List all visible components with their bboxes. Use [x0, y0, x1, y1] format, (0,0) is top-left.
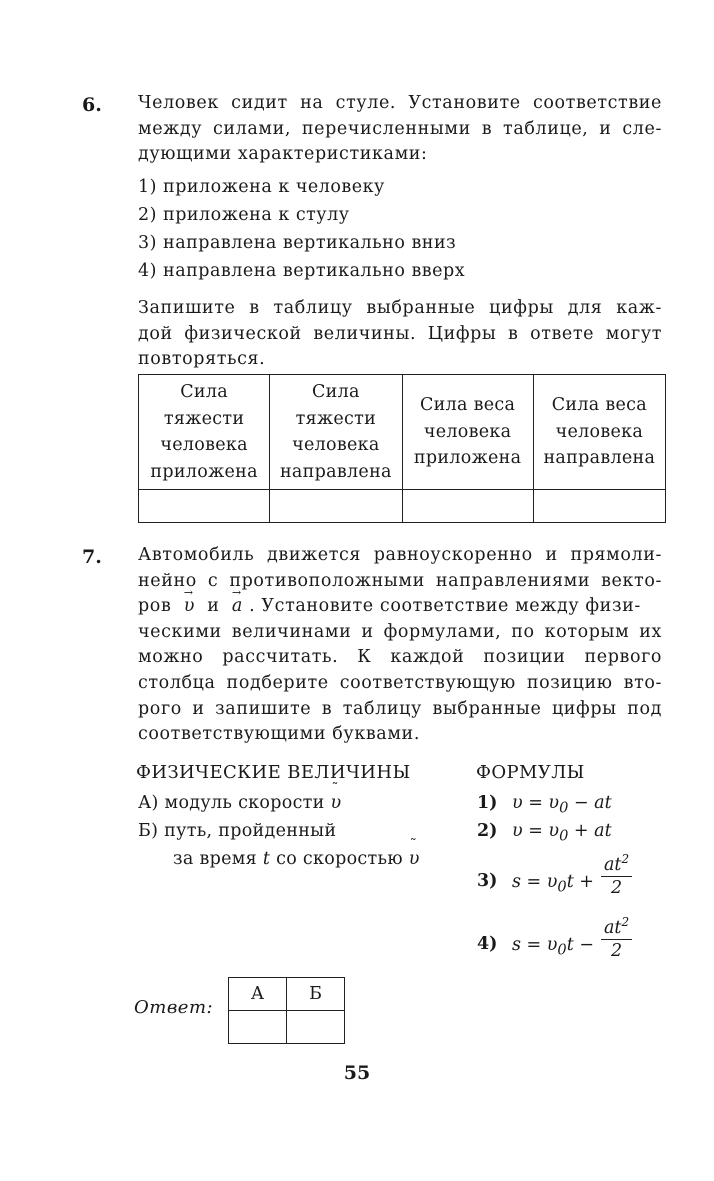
- q7-line: рого и запишите в таблицу выбранные цифры под: [138, 698, 662, 719]
- vector-a-symbol: → a: [232, 594, 243, 620]
- symbol-v: ˜ υ: [409, 849, 420, 869]
- answer-label: Ответ:: [134, 997, 214, 1018]
- item-a: [138, 793, 341, 813]
- question-6-number: 6.: [82, 94, 102, 116]
- q7-line-vectors: [138, 594, 662, 620]
- q6-table-header: Сила веса человека приложена: [402, 375, 533, 490]
- q6-option-4: 4) направлена вертикально вверх: [138, 261, 466, 281]
- formula-1-label: 1): [477, 793, 498, 813]
- q7-line: столбца подберите соответствующую позицию вто-: [138, 672, 662, 693]
- q6-answer-cell[interactable]: [402, 490, 533, 523]
- formula-3-lhs: s = υ: [512, 872, 558, 892]
- formula-4-fraction: [601, 915, 632, 961]
- page-number: 55: [343, 1062, 371, 1084]
- q6-option-1: 1) приложена к человеку: [138, 177, 385, 197]
- formula-1-rhs: − at: [568, 793, 612, 813]
- q6-option-3: 3) направлена вертикально вниз: [138, 233, 457, 253]
- q7-text: . Установите соответствие между физи-: [249, 596, 641, 617]
- exponent: 2: [621, 852, 630, 866]
- q6-instruction-line: дой физической величины. Цифры в ответе могут: [138, 323, 662, 344]
- subscript: 0: [559, 827, 569, 845]
- subscript: 0: [559, 799, 569, 817]
- formula-4-label: 4): [477, 934, 498, 954]
- exponent: 2: [621, 915, 630, 929]
- question-6-text: [138, 91, 662, 168]
- symbol-v: ˜ υ: [331, 793, 342, 813]
- question-7-text: [138, 543, 662, 748]
- formula-3: [512, 872, 594, 896]
- q7-line: нейно с противоположными направлениями векто-: [138, 570, 662, 591]
- item-a-text: А) модуль скорости: [138, 793, 325, 813]
- item-b: Б) путь, пройденный: [138, 821, 337, 841]
- q6-line: Человек сидит на стуле. Установите соответствие: [138, 93, 662, 113]
- question-7-number: 7.: [82, 546, 102, 568]
- fraction-numerator: [601, 915, 632, 940]
- q7-line: можно рассчитать. К каждой позиции первого: [138, 647, 662, 668]
- q7-line: соответствующими буквами.: [138, 724, 420, 745]
- answer-header-a: А: [229, 978, 287, 1011]
- subscript: 0: [557, 878, 567, 896]
- q6-answer-cell[interactable]: [270, 490, 402, 523]
- q6-table-header: Сила тяжести человека направлена: [270, 375, 402, 490]
- q6-instruction: [138, 296, 662, 373]
- item-b-text: за время: [173, 849, 258, 869]
- q7-line: ческими величинами и формулами, по которым их: [138, 621, 662, 642]
- formula-3-label: 3): [477, 871, 498, 891]
- q7-text: ров: [138, 596, 172, 617]
- q6-answer-cell[interactable]: [533, 490, 665, 523]
- vector-v-symbol: → υ: [184, 594, 195, 620]
- q6-line: дующими характеристиками:: [138, 144, 428, 165]
- fraction-numerator-text: at: [604, 854, 622, 875]
- fraction-denominator: 2: [610, 940, 623, 961]
- fraction-numerator: [601, 852, 632, 877]
- formula-4-lhs: s = υ: [512, 935, 558, 955]
- q6-line: между силами, перечисленными в таблице, и сле-: [138, 118, 662, 139]
- symbol-t: t: [262, 849, 271, 869]
- formula-2-lhs: υ = υ: [512, 821, 560, 841]
- q7-answer-table: [228, 977, 345, 1044]
- q6-instruction-line: Запишите в таблицу выбранные цифры для каж-: [138, 298, 662, 318]
- physical-quantities-header: ФИЗИЧЕСКИЕ ВЕЛИЧИНЫ: [136, 762, 411, 783]
- q6-instruction-line: повторяться.: [138, 349, 266, 370]
- formula-2-label: 2): [477, 821, 498, 841]
- formula-3-fraction: [601, 852, 632, 898]
- q6-option-2: 2) приложена к стулу: [138, 205, 350, 225]
- formula-1: [512, 793, 612, 817]
- formula-1-lhs: υ = υ: [512, 793, 560, 813]
- formula-4-rhs: t −: [566, 935, 594, 955]
- formula-2: [512, 821, 612, 845]
- q7-text: и: [207, 596, 220, 617]
- fraction-numerator-text: at: [604, 917, 622, 938]
- answer-header-b: Б: [287, 978, 345, 1011]
- formula-2-rhs: + at: [568, 821, 612, 841]
- fraction-denominator: 2: [610, 877, 623, 898]
- formula-4: [512, 935, 594, 959]
- formula-3-rhs: t +: [566, 872, 594, 892]
- item-b-continued: [173, 849, 420, 869]
- q6-table-header: Сила тяжести человека приложена: [139, 375, 270, 490]
- q6-answer-table: [138, 374, 666, 523]
- q7-line: Автомобиль движется равноускоренно и прямоли-: [138, 545, 662, 565]
- q6-table-header: Сила веса человека направлена: [533, 375, 665, 490]
- answer-cell-b[interactable]: [287, 1011, 345, 1044]
- subscript: 0: [557, 941, 567, 959]
- item-b-text: со скоростью: [276, 849, 403, 869]
- answer-cell-a[interactable]: [229, 1011, 287, 1044]
- q6-answer-cell[interactable]: [139, 490, 270, 523]
- formulas-header: ФОРМУЛЫ: [476, 762, 585, 783]
